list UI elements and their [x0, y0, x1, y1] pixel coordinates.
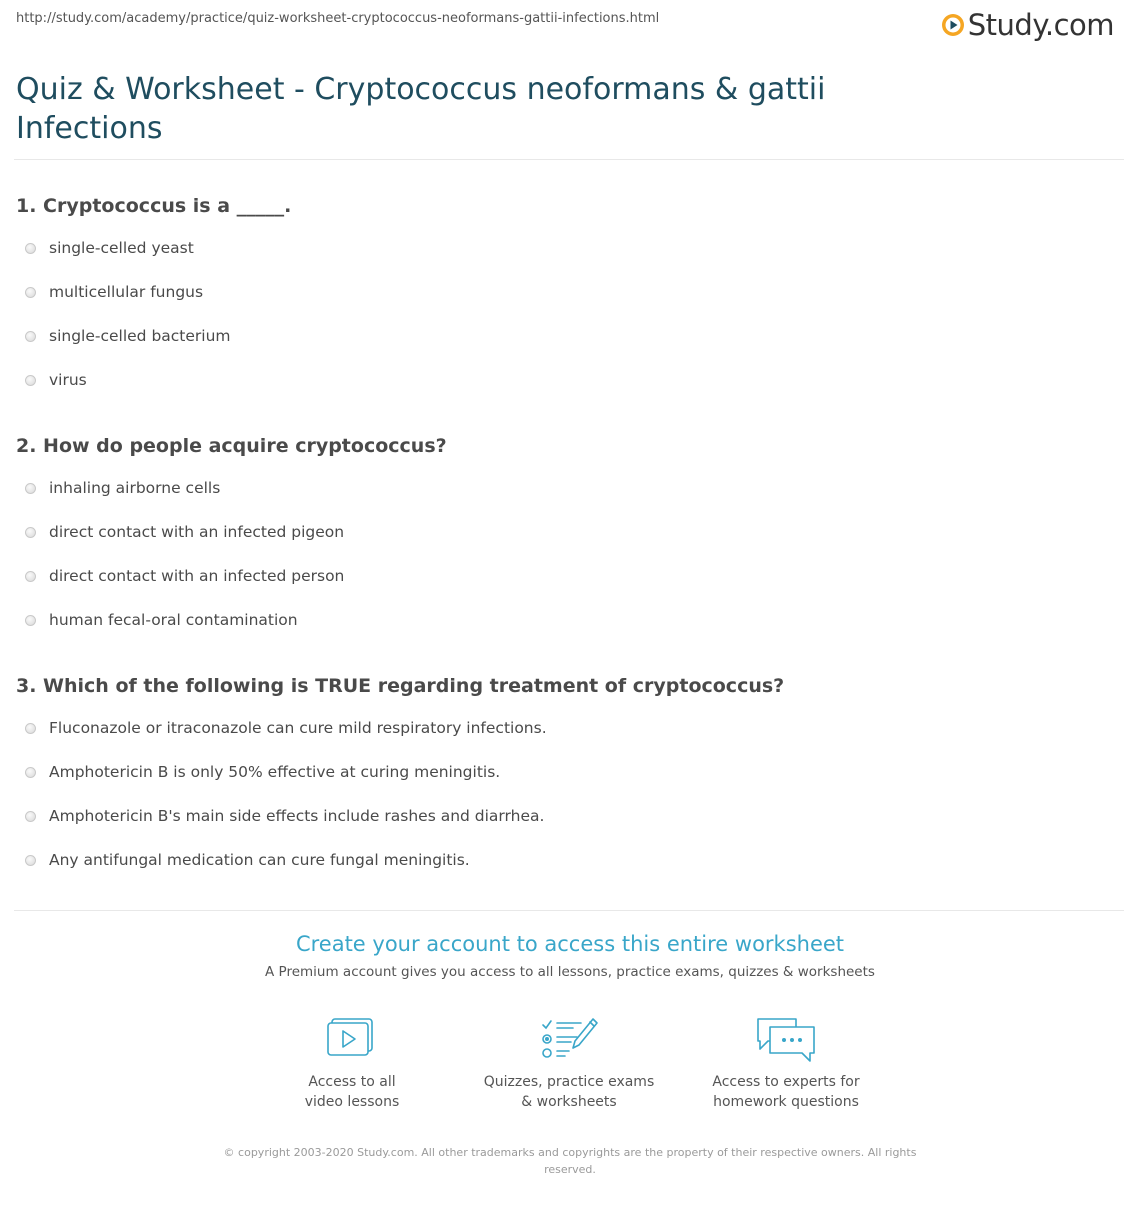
divider	[14, 910, 1124, 911]
answer-option[interactable]	[25, 283, 203, 301]
feature-text-line: & worksheets	[521, 1094, 617, 1110]
radio-button[interactable]	[25, 375, 36, 386]
copyright-notice: © copyright 2003-2020 Study.com. All other trademarks and copyrights are the property of their respective owners. All rights reserved.	[223, 1146, 917, 1176]
radio-button[interactable]	[25, 243, 36, 254]
answer-label: inhaling airborne cells	[49, 479, 221, 497]
answer-label: Fluconazole or itraconazole can cure mild respiratory infections.	[49, 719, 547, 737]
divider	[14, 159, 1124, 160]
question-2: 2. How do people acquire cryptococcus?	[16, 435, 447, 457]
answer-option[interactable]	[25, 719, 547, 737]
radio-button[interactable]	[25, 571, 36, 582]
feature-text-line: Access to experts for	[712, 1074, 860, 1090]
answer-option[interactable]	[25, 567, 344, 585]
cta-subtitle: A Premium account gives you access to all lessons, practice exams, quizzes & worksheets	[265, 964, 875, 980]
answer-option[interactable]	[25, 239, 194, 257]
radio-button[interactable]	[25, 615, 36, 626]
feature-text-line: Quizzes, practice exams	[483, 1074, 655, 1090]
answer-option[interactable]	[25, 523, 344, 541]
answer-label: single-celled yeast	[49, 239, 194, 257]
feature-text-line: video lessons	[304, 1094, 400, 1110]
page-url: http://study.com/academy/practice/quiz-worksheet-cryptococcus-neoformans-gattii-infections.html	[16, 11, 660, 26]
radio-button[interactable]	[25, 811, 36, 822]
feature-text-line: homework questions	[713, 1094, 859, 1110]
answer-label: human fecal-oral contamination	[49, 611, 298, 629]
radio-button[interactable]	[25, 483, 36, 494]
radio-button[interactable]	[25, 287, 36, 298]
answer-option[interactable]	[25, 807, 544, 825]
answer-option[interactable]	[25, 371, 87, 389]
answer-option[interactable]	[25, 851, 470, 869]
radio-button[interactable]	[25, 331, 36, 342]
answer-label: virus	[49, 371, 87, 389]
radio-button[interactable]	[25, 855, 36, 866]
answer-option[interactable]	[25, 763, 500, 781]
expert-chat-icon	[754, 1015, 818, 1063]
answer-label: Amphotericin B is only 50% effective at curing meningitis.	[49, 763, 501, 781]
answer-label: direct contact with an infected person	[49, 567, 345, 585]
page-title: Quiz & Worksheet - Cryptococcus neoformans & gattii Infections	[16, 72, 826, 146]
answer-label: direct contact with an infected pigeon	[49, 523, 345, 541]
answer-label: Any antifungal medication can cure fungal meningitis.	[49, 851, 470, 869]
radio-button[interactable]	[25, 723, 36, 734]
question-1: 1. Cryptococcus is a _____.	[16, 195, 292, 217]
feature-video-lessons	[252, 1015, 452, 1112]
video-lessons-icon	[324, 1015, 380, 1063]
radio-button[interactable]	[25, 767, 36, 778]
answer-label: Amphotericin B's main side effects include rashes and diarrhea.	[49, 807, 545, 825]
answer-label: single-celled bacterium	[49, 327, 231, 345]
answer-option[interactable]	[25, 327, 231, 345]
feature-quizzes	[469, 1015, 669, 1112]
study-logo-icon	[941, 13, 965, 37]
study-logo[interactable]	[941, 8, 1114, 42]
feature-experts	[686, 1015, 886, 1112]
feature-text-line: Access to all	[308, 1074, 396, 1090]
radio-button[interactable]	[25, 527, 36, 538]
answer-label: multicellular fungus	[49, 283, 204, 301]
quiz-checklist-icon	[539, 1015, 599, 1063]
answer-option[interactable]	[25, 479, 220, 497]
create-account-link[interactable]: Create your account to access this entire worksheet	[295, 932, 845, 956]
question-3: 3. Which of the following is TRUE regarding treatment of cryptococcus?	[16, 675, 785, 697]
answer-option[interactable]	[25, 611, 298, 629]
logo-text: Study.com	[967, 8, 1114, 42]
